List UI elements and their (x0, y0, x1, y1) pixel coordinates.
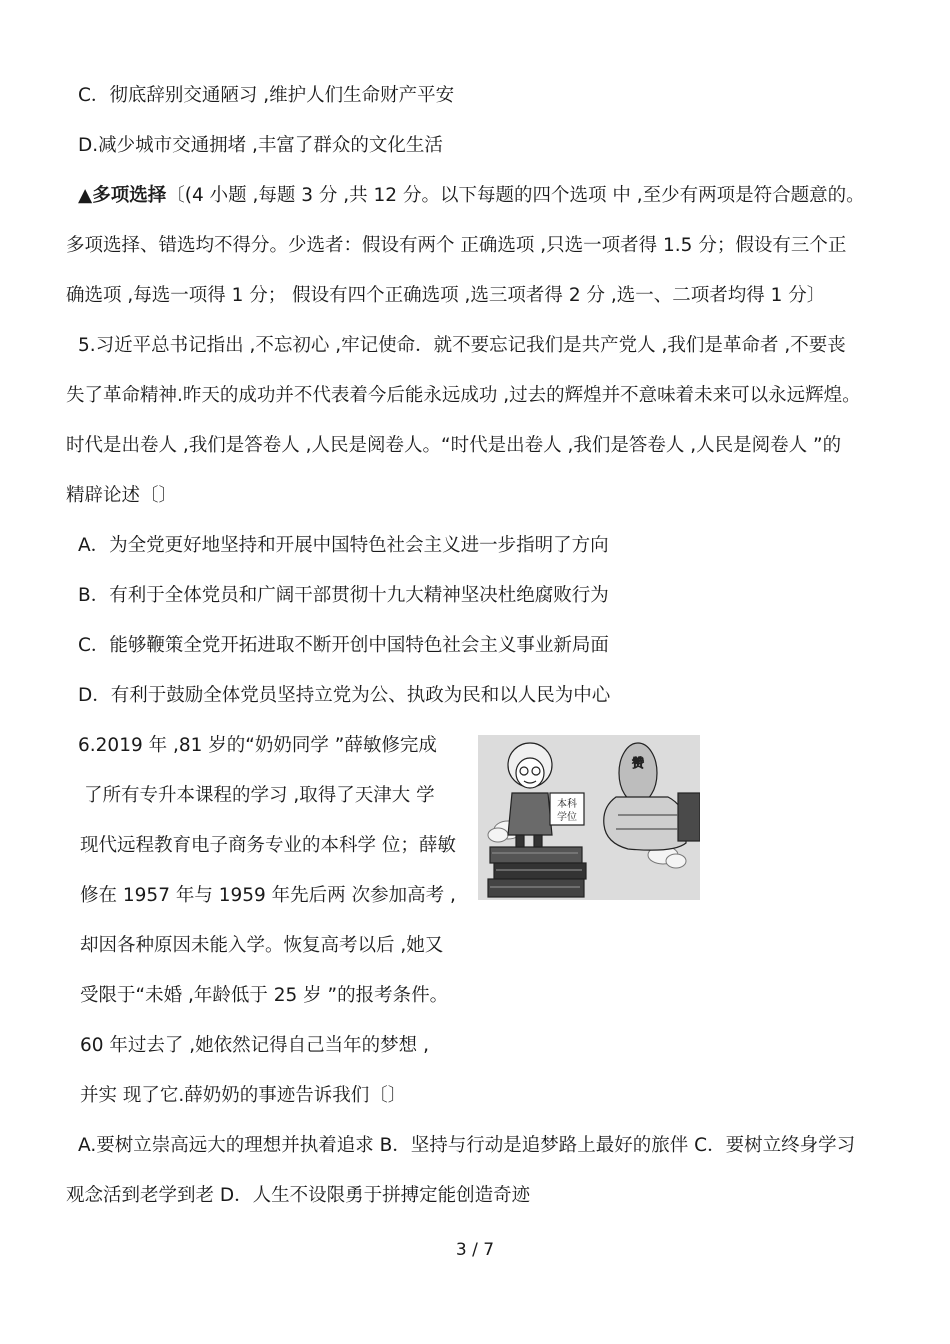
q5-stem-line-2: 失了革命精神.昨天的成功并不代表着今后能永远成功 ,过去的辉煌并不意味着未来可以永远辉煌。 (66, 385, 861, 406)
q5-option-c: C．能够鞭策全党开拓进取不断开创中国特色社会主义事业新局面 (78, 635, 609, 656)
q6-stem-line-7: 60 年过去了 ,她依然记得自己当年的梦想 , (80, 1035, 429, 1056)
book-stack-icon (488, 847, 586, 897)
q5-option-a: A．为全党更好地坚持和开展中国特色社会主义进一步指明了方向 (78, 535, 609, 556)
section-rule-line-3: 确选项 ,每选一项得 1 分； 假设有四个正确选项 ,选三项者得 2 分 ,选一、二项者均得 1 分〕 (66, 285, 826, 306)
page-number: 3 / 7 (455, 1240, 495, 1260)
line-option-d-prev: D.减少城市交通拥堵 ,丰富了群众的文化生活 (78, 135, 443, 156)
q5-option-b: B．有利于全体党员和广阔干部贯彻十九大精神坚决杜绝腐败行为 (78, 585, 609, 606)
q5-stem-line-3: 时代是出卷人 ,我们是答卷人 ,人民是阅卷人。“时代是出卷人 ,我们是答卷人 ,人民是阅卷人 ”的 (66, 435, 842, 456)
line-option-c-prev: C．彻底辞别交通陋习 ,维护人们生命财产平安 (78, 85, 455, 106)
grandma-figure (508, 743, 552, 847)
q6-stem-line-8: 并实 现了它.薛奶奶的事迹告诉我们〔〕 (80, 1085, 407, 1106)
section-heading: ▲多项选择 (78, 185, 167, 206)
q5-stem-line-1: 5.习近平总书记指出 ,不忘初心 ,牢记使命．就不要忘记我们是共产党人 ,我们是革命者 ,不要丧 (78, 335, 846, 356)
thumb-text: 赞 (631, 756, 645, 770)
q5-option-d: D．有利于鼓励全体党员坚持立党为公、执政为民和以人民为中心 (78, 685, 611, 706)
q6-stem-line-2: 了所有专升本课程的学习 ,取得了天津大 学 (84, 785, 435, 806)
q6-options-line-2: 观念活到老学到老 D．人生不设限勇于拼搏定能创造奇迹 (66, 1185, 531, 1206)
q6-stem-line-4: 修在 1957 年与 1959 年先后两 次参加高考 , (80, 885, 456, 906)
q6-stem-line-6: 受限于“未婚 ,年龄低于 25 岁 ”的报考条件。 (80, 985, 449, 1006)
q6-options-line-1: A.要树立崇高远大的理想并执着追求 B．坚持与行动是追梦路上最好的旅伴 C．要树立终身学习 (78, 1135, 856, 1156)
q6-stem-line-1: 6.2019 年 ,81 岁的“奶奶同学 ”薛敏修完成 (78, 735, 437, 756)
diploma-icon (550, 793, 584, 825)
grandma-graduate-illustration (478, 735, 700, 900)
diploma-text-2: 学位 (557, 812, 577, 823)
multiple-choice-instructions (78, 184, 865, 208)
diploma-text-1: 本科 (557, 799, 577, 810)
q5-stem-line-4: 精辟论述〔〕 (66, 485, 178, 506)
section-rule-text: 〔(4 小题 ,每题 3 分 ,共 12 分。以下每题的四个选项 中 ,至少有两项是符合题意的。 (166, 185, 865, 206)
q6-stem-line-3: 现代远程教育电子商务专业的本科学 位；薛敏 (80, 835, 456, 856)
section-rule-line-2: 多项选择、错选均不得分。少选者：假设有两个 正确选项 ,只选一项者得 1.5 分；假设有三个正 (66, 235, 847, 256)
q6-stem-line-5: 却因各种原因未能入学。恢复高考以后 ,她又 (80, 935, 444, 956)
